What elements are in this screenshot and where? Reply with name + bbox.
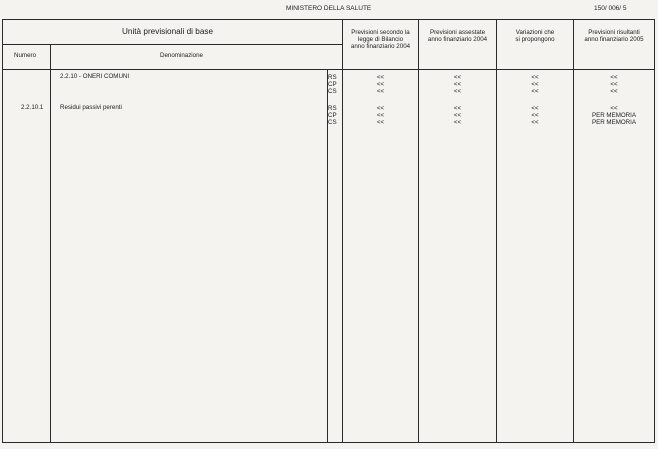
group-title-underline xyxy=(2,44,342,45)
row-codes xyxy=(328,74,342,96)
group-title: Unità previsionali di base xyxy=(122,27,214,36)
value-cell: << xyxy=(453,119,462,127)
row-prev-assestate xyxy=(419,74,496,96)
value-cell: << xyxy=(376,112,385,120)
code-rs: RS xyxy=(328,74,337,81)
value-cell: << xyxy=(531,74,539,81)
value-cell: << xyxy=(376,105,385,112)
value-cell: << xyxy=(531,105,539,112)
value-cell: << xyxy=(453,81,462,89)
header-prev-risultanti-line1: Previsioni risultanti xyxy=(588,29,640,36)
value-cell: << xyxy=(610,105,618,112)
value-cell: << xyxy=(453,105,462,112)
header-prev-risultanti-line2: anno finanziario 2005 xyxy=(584,36,644,44)
header-prev-assestate xyxy=(419,29,496,43)
value-cell: << xyxy=(453,88,462,96)
header-prev-bilancio xyxy=(343,29,418,51)
value-cell: << xyxy=(531,112,539,120)
value-cell: << xyxy=(531,88,539,96)
row-prev-risultanti xyxy=(574,105,654,127)
table-border-top xyxy=(2,19,655,20)
value-cell: << xyxy=(610,74,618,81)
value-cell: << xyxy=(610,88,618,96)
row-numero: 2.2.10.1 xyxy=(21,104,44,111)
value-cell: << xyxy=(610,81,618,89)
value-cell: << xyxy=(531,81,539,89)
value-cell: << xyxy=(453,74,462,81)
header-variazioni-line2: si propongono xyxy=(515,36,555,44)
table-border-left xyxy=(2,19,3,443)
header-variazioni xyxy=(497,29,573,43)
code-cs: CS xyxy=(328,88,337,96)
row-prev-risultanti xyxy=(574,74,654,96)
row-variazioni xyxy=(497,105,573,127)
table-border-bottom xyxy=(2,442,655,443)
header-denominazione: Denominazione xyxy=(160,52,203,59)
header-prev-assestate-line1: Previsioni assestate xyxy=(429,29,486,36)
header-prev-bilancio-line3: anno finanziario 2004 xyxy=(350,43,411,51)
header-separator xyxy=(2,69,655,70)
row-prev-bilancio xyxy=(343,74,418,96)
value-cell: << xyxy=(376,74,385,81)
header-prev-bilancio-line1: Previsioni secondo la xyxy=(351,29,410,36)
value-cell: << xyxy=(531,119,539,127)
code-cs: CS xyxy=(328,119,337,127)
row-prev-assestate xyxy=(419,105,496,127)
header-prev-bilancio-line2: legge di Bilancio xyxy=(357,36,404,44)
row-prev-bilancio xyxy=(343,105,418,127)
value-cell: PER MEMORIA xyxy=(591,112,636,120)
col-sep-numero xyxy=(50,44,51,443)
row-codes xyxy=(328,105,342,127)
header-variazioni-line1: Variazioni che xyxy=(515,29,555,36)
row-variazioni xyxy=(497,74,573,96)
row-denominazione: 2.2.10 - ONERI COMUNI xyxy=(60,73,130,80)
header-prev-assestate-line2: anno finanziario 2004 xyxy=(427,36,488,44)
code-cp: CP xyxy=(328,81,337,89)
table-border-right xyxy=(654,19,655,443)
header-numero: Numero xyxy=(14,52,37,59)
code-rs: RS xyxy=(328,105,337,112)
header-prev-risultanti xyxy=(574,29,654,43)
code-cp: CP xyxy=(328,112,337,120)
ministry-title: MINISTERO DELLA SALUTE xyxy=(286,5,372,12)
value-cell: << xyxy=(376,119,385,127)
row-denominazione: Residui passivi perenti xyxy=(60,104,122,111)
page-code: 150/ 006/ 5 xyxy=(594,5,627,12)
value-cell: << xyxy=(376,88,385,96)
value-cell: << xyxy=(453,112,462,120)
value-cell: << xyxy=(376,81,385,89)
value-cell: PER MEMORIA xyxy=(591,119,636,127)
